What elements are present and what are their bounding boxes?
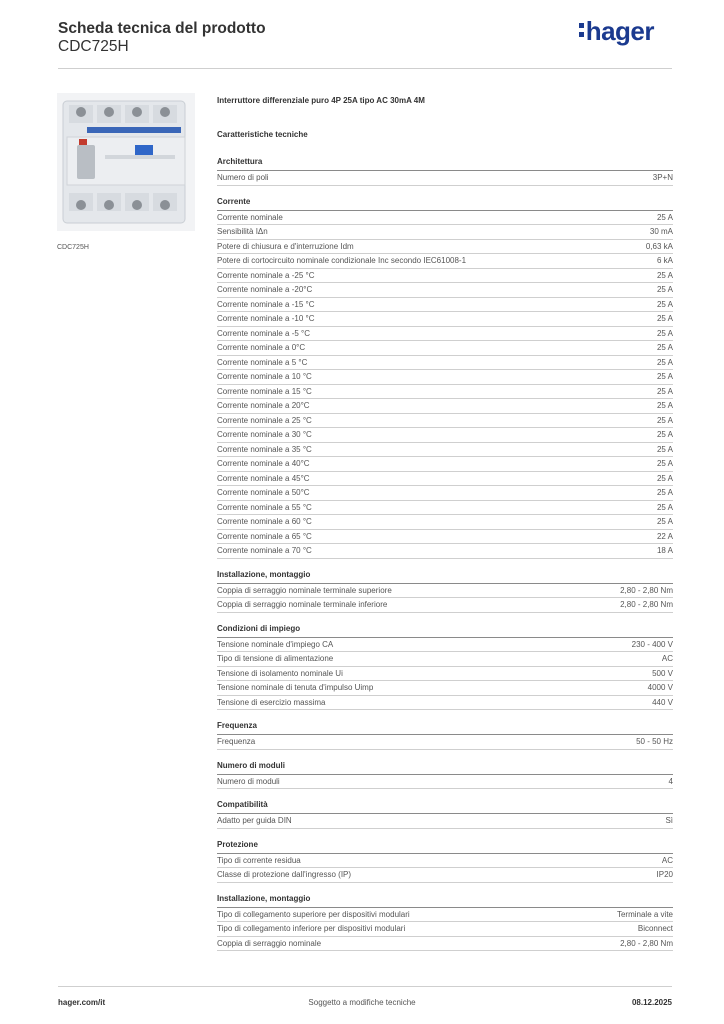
spec-row <box>217 472 673 487</box>
spec-row <box>217 312 673 327</box>
spec-row <box>217 385 673 400</box>
spec-label: Corrente nominale a 15 °C <box>217 386 312 396</box>
document-title: Scheda tecnica del prodotto <box>58 20 266 37</box>
spec-value: 4000 V <box>647 683 673 692</box>
spec-value: 25 A <box>656 502 673 512</box>
spec-row <box>217 370 673 385</box>
spec-row <box>217 775 673 790</box>
footer-date: 08.12.2025 <box>631 998 672 1007</box>
spec-row <box>217 457 673 472</box>
spec-value: 25 A <box>656 473 673 483</box>
spec-label: Corrente nominale a 0°C <box>217 343 306 352</box>
spec-label: Corrente nominale a -5 °C <box>217 328 311 338</box>
spec-label: Corrente nominale a -25 °C <box>217 270 315 280</box>
document-header <box>58 20 266 56</box>
spec-row <box>217 652 673 667</box>
spec-value: 30 mA <box>649 227 673 236</box>
spec-value: 25 A <box>656 444 673 454</box>
spec-row <box>217 735 673 750</box>
spec-row <box>217 327 673 342</box>
spec-label: Corrente nominale a 25 °C <box>217 415 312 425</box>
spec-value: AC <box>661 654 673 663</box>
footer-website: hager.com/it <box>58 998 106 1007</box>
rcd-device-icon <box>57 93 195 231</box>
spec-row <box>217 814 673 829</box>
spec-value: 25 A <box>656 372 673 381</box>
spec-section <box>217 893 673 952</box>
spec-row <box>217 922 673 937</box>
spec-value: 18 A <box>656 546 673 555</box>
spec-label: Tensione nominale d'impiego CA <box>217 639 334 649</box>
spec-row <box>217 937 673 952</box>
spec-value: 2,80 - 2,80 Nm <box>620 600 673 609</box>
product-code: CDC725H <box>58 38 129 55</box>
spec-row <box>217 681 673 696</box>
hager-logo <box>579 16 654 47</box>
spec-label: Tensione di isolamento nominale Ui <box>217 668 343 678</box>
spec-row <box>217 908 673 923</box>
spec-row <box>217 544 673 559</box>
product-photo <box>57 93 195 231</box>
spec-label: Corrente nominale a 65 °C <box>217 531 312 541</box>
spec-value: 6 kA <box>656 256 673 265</box>
spec-value: 4 <box>668 776 673 786</box>
spec-value: 25 A <box>656 430 673 439</box>
spec-section <box>217 760 673 790</box>
header-divider <box>58 68 672 69</box>
product-name: Interruttore differenziale puro 4P 25A tipo AC 30mA 4M <box>217 96 425 105</box>
spec-label: Sensibilità IΔn <box>217 227 268 236</box>
spec-row <box>217 501 673 516</box>
spec-value: 25 A <box>656 517 673 526</box>
spec-label: Numero di moduli <box>217 776 280 786</box>
spec-label: Corrente nominale a -15 °C <box>217 299 315 309</box>
spec-row <box>217 298 673 313</box>
spec-row <box>217 283 673 298</box>
spec-value: 2,80 - 2,80 Nm <box>620 938 673 948</box>
spec-row <box>217 211 673 226</box>
spec-label: Corrente nominale a 5 °C <box>217 357 308 367</box>
spec-value: Sì <box>665 816 673 825</box>
spec-value: 25 A <box>656 328 673 338</box>
spec-label: Potere di chiusura e d'interruzione Idm <box>217 241 354 251</box>
spec-row <box>217 598 673 613</box>
spec-section <box>217 839 673 883</box>
spec-section <box>217 156 673 186</box>
spec-label: Tensione nominale di tenuta d'impulso Uimp <box>217 683 374 692</box>
spec-value: IP20 <box>656 870 673 879</box>
spec-value: 25 A <box>656 357 673 367</box>
spec-label: Corrente nominale a 40°C <box>217 459 310 468</box>
section-title: Compatibilità <box>217 799 673 814</box>
spec-value: 25 A <box>656 212 673 222</box>
spec-value: 25 A <box>656 270 673 280</box>
spec-value: 25 A <box>656 386 673 396</box>
spec-section <box>217 799 673 829</box>
spec-value: 22 A <box>656 531 673 541</box>
logo-text: hager <box>585 16 654 46</box>
spec-row <box>217 399 673 414</box>
spec-row <box>217 414 673 429</box>
spec-row <box>217 854 673 869</box>
spec-section <box>217 569 673 613</box>
spec-value: 25 A <box>656 459 673 468</box>
spec-value: 230 - 400 V <box>631 639 673 649</box>
spec-value: 3P+N <box>652 173 673 182</box>
spec-row <box>217 515 673 530</box>
spec-row <box>217 269 673 284</box>
spec-label: Tipo di tensione di alimentazione <box>217 654 334 663</box>
spec-label: Corrente nominale a -20°C <box>217 285 313 294</box>
spec-value: 25 A <box>656 401 673 410</box>
spec-label: Corrente nominale a -10 °C <box>217 314 315 323</box>
section-title: Frequenza <box>217 720 673 735</box>
logo-colon-icon <box>579 23 584 41</box>
spec-label: Corrente nominale a 30 °C <box>217 430 312 439</box>
section-title: Corrente <box>217 196 673 211</box>
spec-row <box>217 341 673 356</box>
spec-label: Coppia di serraggio nominale terminale inferiore <box>217 600 388 609</box>
spec-value: 25 A <box>656 285 673 294</box>
spec-row <box>217 868 673 883</box>
spec-label: Numero di poli <box>217 173 269 182</box>
spec-value: 25 A <box>656 488 673 497</box>
spec-value: Biconnect <box>637 924 673 933</box>
spec-row <box>217 584 673 599</box>
spec-label: Classe di protezione dall'ingresso (IP) <box>217 870 352 879</box>
spec-row <box>217 667 673 682</box>
spec-label: Tipo di collegamento inferiore per dispositivi modulari <box>217 924 406 933</box>
spec-sections <box>217 156 673 951</box>
spec-label: Corrente nominale a 10 °C <box>217 372 312 381</box>
spec-row <box>217 428 673 443</box>
section-title: Installazione, montaggio <box>217 569 673 584</box>
spec-row <box>217 486 673 501</box>
spec-label: Adatto per guida DIN <box>217 816 292 825</box>
spec-row <box>217 225 673 240</box>
spec-row <box>217 443 673 458</box>
spec-value: Terminale a vite <box>616 909 673 919</box>
section-title: Condizioni di impiego <box>217 623 673 638</box>
spec-label: Frequenza <box>217 737 256 746</box>
photo-caption: CDC725H <box>57 244 89 251</box>
spec-label: Coppia di serraggio nominale terminale superiore <box>217 585 392 595</box>
section-title: Installazione, montaggio <box>217 893 673 908</box>
spec-value: 0,63 kA <box>645 241 673 251</box>
spec-label: Corrente nominale <box>217 212 283 222</box>
section-title: Architettura <box>217 156 673 171</box>
spec-row <box>217 638 673 653</box>
spec-label: Corrente nominale a 35 °C <box>217 444 312 454</box>
spec-value: 25 A <box>656 343 673 352</box>
spec-value: 25 A <box>656 415 673 425</box>
spec-row <box>217 171 673 186</box>
spec-value: 25 A <box>656 314 673 323</box>
section-title: Protezione <box>217 839 673 854</box>
spec-section <box>217 196 673 559</box>
spec-label: Corrente nominale a 50°C <box>217 488 310 497</box>
spec-row <box>217 356 673 371</box>
spec-label: Tipo di collegamento superiore per dispositivi modulari <box>217 909 410 919</box>
spec-section <box>217 720 673 750</box>
spec-label: Corrente nominale a 20°C <box>217 401 310 410</box>
spec-row <box>217 696 673 711</box>
spec-value: AC <box>661 855 673 865</box>
spec-value: 50 - 50 Hz <box>636 737 673 746</box>
section-title: Numero di moduli <box>217 760 673 775</box>
spec-label: Corrente nominale a 45°C <box>217 473 310 483</box>
spec-label: Corrente nominale a 70 °C <box>217 546 312 555</box>
spec-label: Potere di cortocircuito nominale condizionale Inc secondo IEC61008-1 <box>217 256 467 265</box>
spec-label: Tipo di corrente residua <box>217 855 301 865</box>
footer-disclaimer: Soggetto a modifiche tecniche <box>308 998 416 1007</box>
characteristics-title: Caratteristiche tecniche <box>217 130 308 139</box>
spec-section <box>217 623 673 711</box>
spec-value: 25 A <box>656 299 673 309</box>
spec-label: Corrente nominale a 60 °C <box>217 517 312 526</box>
spec-label: Tensione di esercizio massima <box>217 697 326 707</box>
spec-label: Coppia di serraggio nominale <box>217 938 322 948</box>
spec-row <box>217 254 673 269</box>
spec-value: 500 V <box>652 668 673 678</box>
spec-content <box>217 96 673 961</box>
spec-row <box>217 240 673 255</box>
footer-divider <box>58 986 672 987</box>
spec-value: 440 V <box>652 697 673 707</box>
spec-row <box>217 530 673 545</box>
spec-label: Corrente nominale a 55 °C <box>217 502 312 512</box>
spec-value: 2,80 - 2,80 Nm <box>620 585 673 595</box>
